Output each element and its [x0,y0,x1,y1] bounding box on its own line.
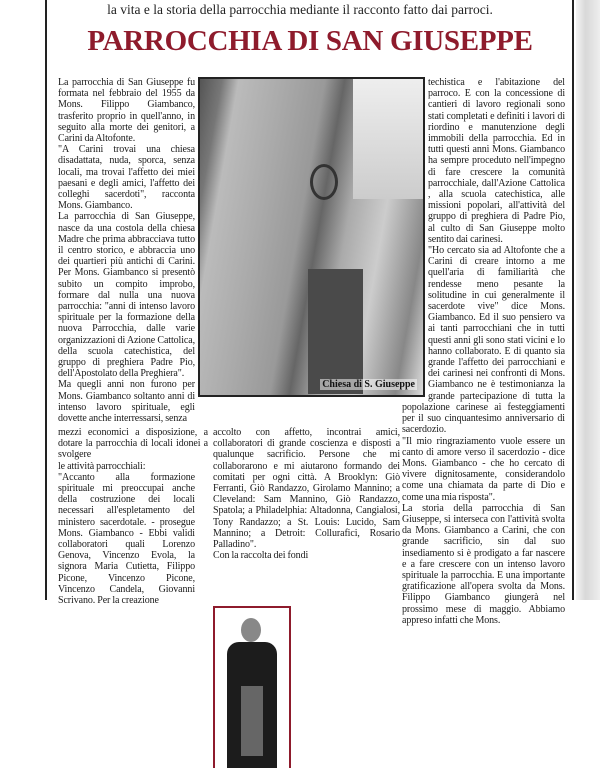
paragraph: "Ho cercato sia ad Altofonte che a Carini di creare intorno a me quell'aria di familiarità che rendesse meno pesante la solitudine in cui generalmente il sacerdote vive" dice Mons. Giambanco. Ed il suo pensiero va ai tanti parrocchiani che in tutti questi anni gli sono stati vicini e lo hanno collaborato. E di quanto sia grande l'affetto dei parrocchiani e dei carinesi nei confronti di Mons. Giambanco ne è testimonianza la grande partecipazione di tutta la popolazione carinese ai festeggiamenti per il suo cinquantesimo anniversario di sacerdozio. [402,245,565,436]
rose-window [310,164,338,200]
wide-line: mezzi economici a disposizione, a dotare la parrocchia di locali idonei a svolgere [58,427,208,461]
paragraph: techistica e l'abitazione del parroco. E con la concessione di cantieri di lavoro regionali sono stati completati e definiti i lavori di riordino e manutenzione degli immobili della parrocchia. Ed in tutti questi anni Mons. Giambanco ha sempre proceduto nell'impegno di fare crescere la comunità parrocchiale, dall'Azione Cattolica , alla scuola catechistica, alle missioni popolari, all'attività del gruppo di preghiera di Padre Pio, al culto di San Giuseppe molto sentito dai carinesi. [428,77,565,245]
column-3 [402,77,565,626]
photo-caption: Chiesa di S. Giuseppe [322,379,415,390]
paragraph: "A Carini trovai una chiesa disadattata, nuda, sporca, senza locali, ma trovai l'affetto dei miei paesani e degli amici, l'affetto dei colleghi sacerdoti", racconta Mons. Giambanco. [58,144,195,212]
paragraph: La parrocchia di San Giuseppe, nasce da una costola della chiesa Madre che prima abbracciava tutto il centro storico, e abbraccia uno dei quartieri più antichi di Carini. Per Mons. Giambanco si presentò subito un compito improbo, formare dal nulla una nuova parrocchia: "anni di intenso lavoro spirituale per la formazione della nuova Parrocchia, dalle varie organizzazioni di Azione Cattolica, della scuola catechistica, del gruppo di preghiera Padre Pio, dell'Apostolato della Preghiera". [58,211,195,380]
subtitle: la vita e la storia della parrocchia mediante il racconto fatto dai parroci. [107,2,493,17]
column-1 [58,77,195,424]
church-photo [198,77,425,397]
lower-section [58,427,400,768]
head [241,618,261,642]
paragraph: le attività parrocchiali: [58,460,146,472]
paragraph: "Accanto alla formazione spirituale mi preoccupai anche della costruzione dei locali necessari all'espletamento del ministero sacerdotale. - prosegue Mons. Giambanco - Ebbi validi collaboratori quali Lorenzo Genova, Vincenzo Evola, la signora Maria Cutietta, Filippo Picone, Vincenzo Picone, Vincenzo Candela, Giovanni Scrivano. Per la creazione [58,471,195,607]
column-1-continued [58,427,208,606]
paragraph: La parrocchia di San Giuseppe fu formata nel febbraio del 1955 da Mons. Filippo Giambanco, trasferito proprio in quell'anno, in seguito alla morte dei genitori, a Carini da Altofonte. [58,77,195,145]
church-door [308,269,363,394]
photo-spacer [402,77,428,398]
sash [241,686,263,756]
frame-left-rule [45,0,47,600]
paragraph: La storia della parrocchia di San Giuseppe, si interseca con l'attività svolta da Mons. Giambanco a Carini, che con grande sacrificio, sin dal suo insediamento si è prodigato a far nascere e a fare crescere con un intenso lavoro spirituale la parrocchia. E una importante gratificazione all'opera svolta da Mons. Filippo Giambanco giungerà nel prossimo mese di maggio. Abbiamo appreso infatti che Mons. [402,502,565,626]
frame-right-rule [572,0,574,600]
column-2 [213,427,400,561]
page-edge [576,0,600,600]
paragraph: Ma quegli anni non furono per Mons. Giambanco soltanto anni di intenso lavoro spirituale, egli dovette anche interressarsi, senza [58,379,195,425]
page-title: PARROCCHIA DI SAN GIUSEPPE [87,25,533,57]
paragraph: accolto con affetto, incontrai amici, collaboratori di grande coscienza e disposti a qualunque sacrificio. Persone che mi collaborarono e mi aiutarono formando dei comitati per ogni città. A Brooklyn: Giò Ferranti, Giò Randazzo, Girolamo Mannino; a Cleveland: Sam Mannino, Giò Randazzo, Spatola; a Philadelphia: Altadonna, Cangialosi, Tony Randazzo; a St. Louis: Lucido, Sam Mannino; a Detroit: Collurafici, Rosario Palladino". [213,427,400,551]
column-1-narrow [58,461,195,607]
paragraph: Con la raccolta dei fondi [213,550,309,562]
priest-photo [213,606,291,768]
paragraph: "Il mio ringraziamento vuole essere un canto di amore verso il sacerdozio - dice Mons. Giambanco - che ho cercato di vivere dignitosamente, considerandolo come una chiamata da parte di Dio e come una mia risposta". [402,435,565,503]
